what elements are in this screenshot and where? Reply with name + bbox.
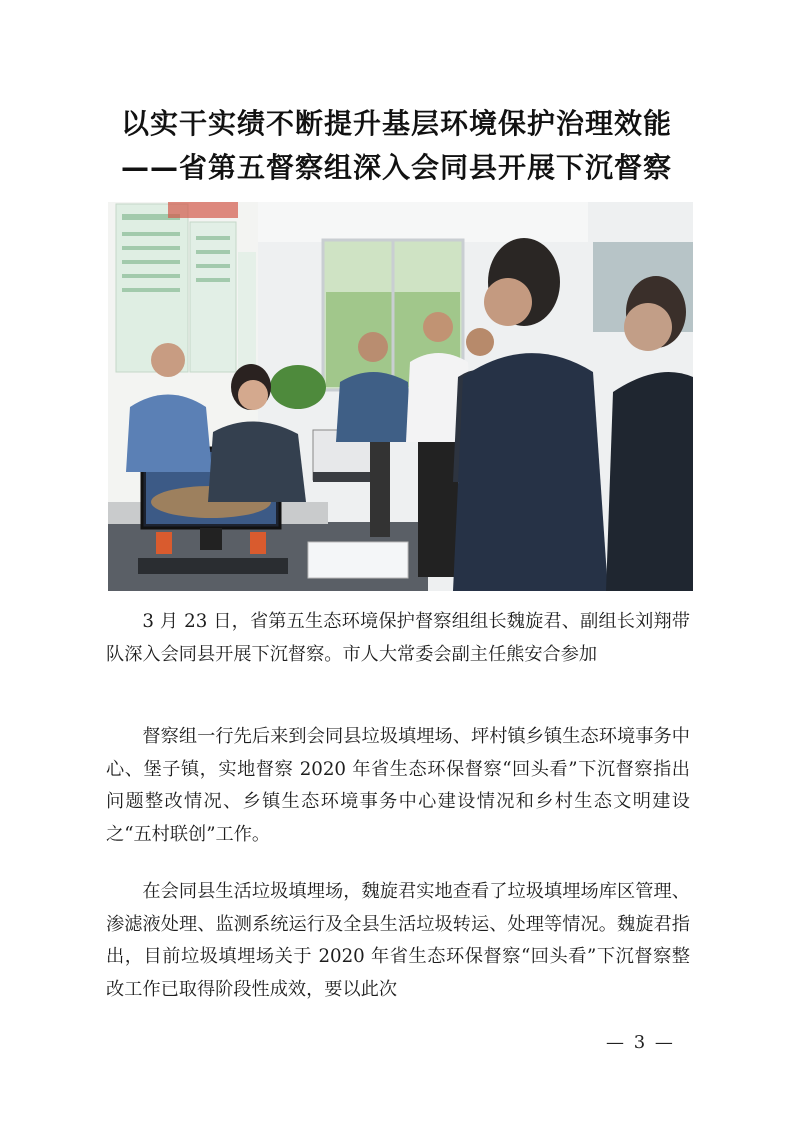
headline: 以实干实绩不断提升基层环境保护治理效能	[120, 107, 672, 140]
paragraph-3: 在会同县生活垃圾填埋场，魏旋君实地查看了垃圾填埋场库区管理、渗滤液处理、监测系统运行及全县生活垃圾转运、处理等情况。魏旋君指出，目前垃圾填埋场关于 2020 年省生态环保督察“回头看”下沉督察整改工作已取得阶段性成效，要以此次	[106, 881, 690, 1000]
subheadline: ——省第五督察组深入会同县开展下沉督察	[120, 151, 672, 184]
paragraph-2: 督察组一行先后来到会同县垃圾填埋场、坪村镇乡镇生态环境事务中心、堡子镇，实地督察 2020 年省生态环保督察“回头看”下沉督察指出问题整改情况、乡镇生态环境事务中心建设情况和乡村生态文明建设之“五村联创”工作。	[106, 726, 690, 845]
inspection-photo	[108, 202, 693, 591]
paragraph-1: 3 月 23 日，省第五生态环境保护督察组组长魏旋君、副组长刘翔带队深入会同县开展下沉督察。市人大常委会副主任熊安合参加	[106, 611, 690, 665]
page-number: — 3 —	[606, 1032, 675, 1053]
